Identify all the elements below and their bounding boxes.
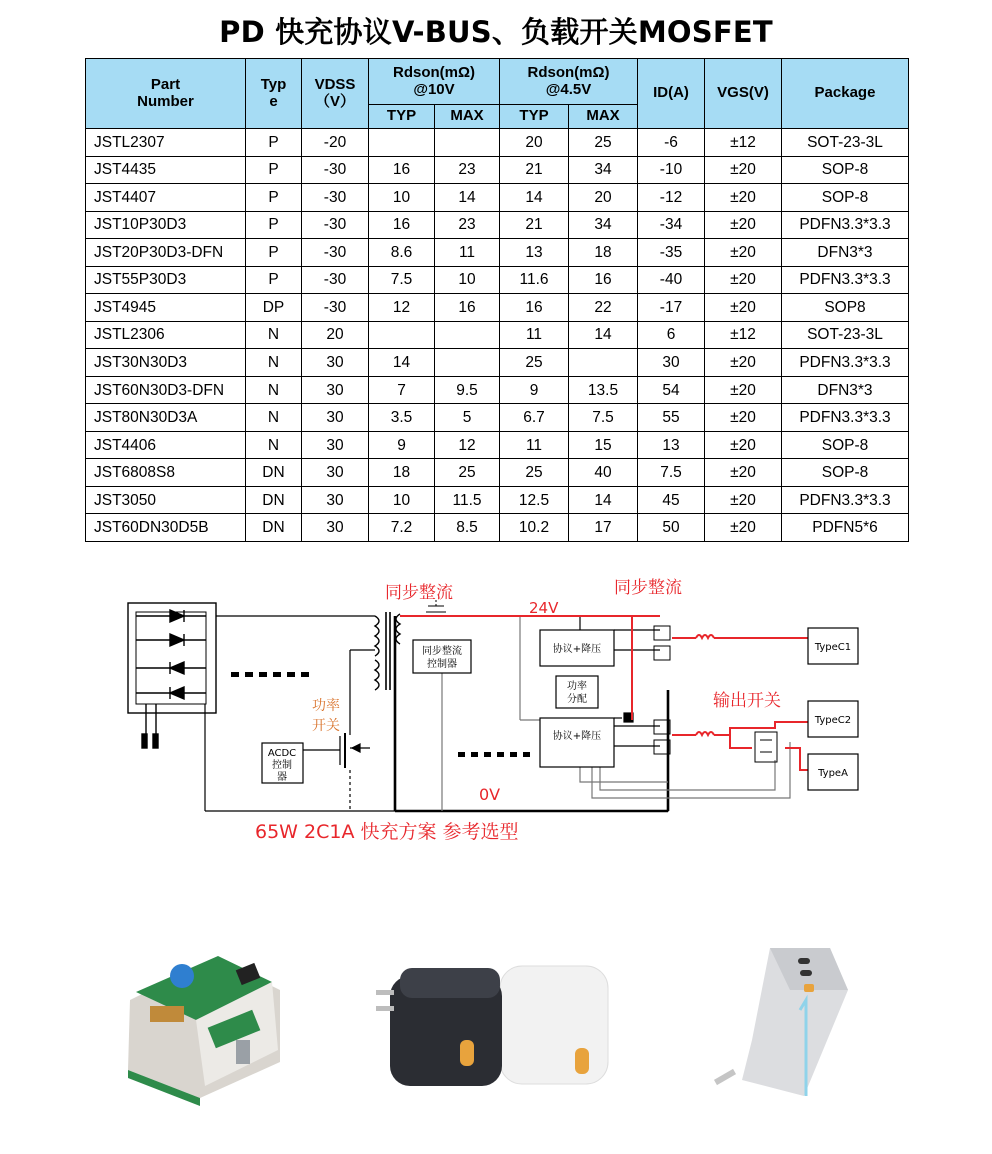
table-row — [86, 321, 909, 349]
cell-rdson-10v-typ: 18 — [369, 459, 435, 487]
cell-vdss: 30 — [302, 349, 369, 377]
cell-package: PDFN3.3*3.3 — [782, 266, 909, 294]
cell-id: 13 — [638, 431, 705, 459]
protocol-buck-label-2: 协议+降压 — [552, 731, 602, 742]
cell-package: PDFN3.3*3.3 — [782, 486, 909, 514]
cell-package: SOT-23-3L — [782, 321, 909, 349]
table-body — [86, 129, 909, 542]
cell-rdson-4v5-max: 14 — [569, 321, 638, 349]
vbus-24v-label: 24V — [529, 599, 559, 617]
cell-rdson-4v5-typ: 9 — [500, 376, 569, 404]
cell-vgs: ±20 — [705, 294, 782, 322]
header-typ-4v5: TYP — [500, 105, 569, 129]
cell-type: N — [246, 404, 302, 432]
cell-part-number: JST55P30D3 — [86, 266, 246, 294]
cell-vgs: ±12 — [705, 129, 782, 157]
cell-id: 54 — [638, 376, 705, 404]
cell-part-number: JST4406 — [86, 431, 246, 459]
cell-vdss: 30 — [302, 459, 369, 487]
header-part-number: Part Number — [86, 59, 246, 129]
cell-rdson-4v5-max: 15 — [569, 431, 638, 459]
protocol-buck-box-2 — [540, 718, 614, 767]
cell-rdson-4v5-max: 17 — [569, 514, 638, 542]
mosfet-spec-table — [85, 58, 909, 542]
power-switch-label-2: 开关 — [312, 718, 340, 734]
cell-vdss: 30 — [302, 431, 369, 459]
cell-package: PDFN3.3*3.3 — [782, 211, 909, 239]
cell-part-number: JSTL2307 — [86, 129, 246, 157]
cell-rdson-4v5-typ: 25 — [500, 349, 569, 377]
cell-part-number: JST60N30D3-DFN — [86, 376, 246, 404]
cell-rdson-4v5-typ: 16 — [500, 294, 569, 322]
cell-rdson-4v5-typ: 25 — [500, 459, 569, 487]
cell-package: PDFN3.3*3.3 — [782, 404, 909, 432]
cell-package: SOP-8 — [782, 431, 909, 459]
cell-rdson-10v-max — [435, 129, 500, 157]
cell-vgs: ±20 — [705, 239, 782, 267]
cell-vdss: -30 — [302, 184, 369, 212]
cell-vdss: -30 — [302, 239, 369, 267]
cell-rdson-10v-max: 14 — [435, 184, 500, 212]
diagram-caption: 65W 2C1A 快充方案 参考选型 — [255, 821, 519, 843]
cell-rdson-10v-max: 5 — [435, 404, 500, 432]
cell-rdson-10v-typ: 16 — [369, 156, 435, 184]
cell-vdss: -30 — [302, 266, 369, 294]
cell-vdss: -30 — [302, 211, 369, 239]
cell-id: 30 — [638, 349, 705, 377]
cell-type: DP — [246, 294, 302, 322]
cell-rdson-10v-typ: 16 — [369, 211, 435, 239]
cell-rdson-10v-max: 23 — [435, 156, 500, 184]
mini-charger-photo — [372, 948, 634, 1100]
cell-type: N — [246, 431, 302, 459]
gan-charger-photo — [705, 942, 855, 1096]
cell-id: 45 — [638, 486, 705, 514]
header-package: Package — [782, 59, 909, 129]
cell-part-number: JST4435 — [86, 156, 246, 184]
cell-part-number: JST60DN30D5B — [86, 514, 246, 542]
sync-rect-label-2: 同步整流 — [614, 578, 682, 598]
charger-pcb-photo — [118, 942, 290, 1106]
acdc-label-2: 控制 — [272, 760, 292, 771]
cell-vgs: ±20 — [705, 486, 782, 514]
cell-id: -34 — [638, 211, 705, 239]
cell-id: -17 — [638, 294, 705, 322]
cell-rdson-4v5-max: 20 — [569, 184, 638, 212]
cell-rdson-4v5-typ: 20 — [500, 129, 569, 157]
sync-ctrl-label-1: 同步整流 — [422, 646, 462, 657]
typec1-label: TypeC1 — [814, 642, 852, 653]
cell-package: PDFN5*6 — [782, 514, 909, 542]
cell-rdson-10v-typ: 10 — [369, 184, 435, 212]
cell-rdson-4v5-typ: 21 — [500, 211, 569, 239]
cell-vdss: 20 — [302, 321, 369, 349]
table-row — [86, 184, 909, 212]
cell-type: DN — [246, 459, 302, 487]
cell-rdson-4v5-max: 34 — [569, 156, 638, 184]
bridge-rectifier — [128, 603, 216, 748]
cell-rdson-4v5-typ: 10.2 — [500, 514, 569, 542]
cell-type: P — [246, 266, 302, 294]
power-switch-label-1: 功率 — [312, 698, 340, 714]
cell-vgs: ±20 — [705, 184, 782, 212]
sync-rect-label-1: 同步整流 — [385, 583, 453, 603]
cell-type: DN — [246, 514, 302, 542]
typec2-label: TypeC2 — [814, 715, 852, 726]
cell-vdss: -30 — [302, 294, 369, 322]
header-max-4v5: MAX — [569, 105, 638, 129]
cell-rdson-10v-max: 25 — [435, 459, 500, 487]
page-title: PD 快充协议V-BUS、负载开关MOSFET — [219, 15, 773, 49]
cell-id: -12 — [638, 184, 705, 212]
cell-id: -40 — [638, 266, 705, 294]
cell-rdson-10v-max: 11.5 — [435, 486, 500, 514]
cell-type: N — [246, 376, 302, 404]
cell-vdss: 30 — [302, 376, 369, 404]
header-typ-10v: TYP — [369, 105, 435, 129]
table-row — [86, 266, 909, 294]
cell-rdson-10v-typ: 8.6 — [369, 239, 435, 267]
table-row — [86, 431, 909, 459]
cell-rdson-10v-max: 16 — [435, 294, 500, 322]
cell-part-number: JST30N30D3 — [86, 349, 246, 377]
table-row — [86, 459, 909, 487]
cell-rdson-10v-typ: 3.5 — [369, 404, 435, 432]
cell-type: N — [246, 349, 302, 377]
cell-rdson-4v5-typ: 13 — [500, 239, 569, 267]
header-rdson-4v5: Rdson(mΩ) @4.5V — [500, 59, 638, 105]
cell-rdson-10v-max: 11 — [435, 239, 500, 267]
cell-vgs: ±20 — [705, 431, 782, 459]
header-vgs: VGS(V) — [705, 59, 782, 129]
cell-part-number: JST4945 — [86, 294, 246, 322]
cell-type: P — [246, 129, 302, 157]
power-split-label-2: 分配 — [567, 694, 587, 705]
cell-package: SOP-8 — [782, 459, 909, 487]
cell-vgs: ±20 — [705, 514, 782, 542]
cell-package: SOT-23-3L — [782, 129, 909, 157]
cell-rdson-4v5-typ: 6.7 — [500, 404, 569, 432]
cell-rdson-10v-typ — [369, 129, 435, 157]
protocol-buck-label-1: 协议+降压 — [552, 644, 602, 655]
cell-package: PDFN3.3*3.3 — [782, 349, 909, 377]
cell-id: -10 — [638, 156, 705, 184]
cell-rdson-10v-typ: 12 — [369, 294, 435, 322]
header-rdson-10v: Rdson(mΩ) @10V — [369, 59, 500, 105]
cell-rdson-10v-max: 12 — [435, 431, 500, 459]
cell-rdson-4v5-typ: 11 — [500, 431, 569, 459]
cell-part-number: JST3050 — [86, 486, 246, 514]
cell-vgs: ±12 — [705, 321, 782, 349]
typea-label: TypeA — [818, 768, 848, 779]
cell-type: DN — [246, 486, 302, 514]
cell-package: SOP-8 — [782, 156, 909, 184]
cell-package: SOP8 — [782, 294, 909, 322]
cell-rdson-4v5-typ: 21 — [500, 156, 569, 184]
cell-vgs: ±20 — [705, 266, 782, 294]
cell-rdson-4v5-max: 7.5 — [569, 404, 638, 432]
table-row — [86, 211, 909, 239]
cell-rdson-10v-max: 8.5 — [435, 514, 500, 542]
charger-circuit-diagram — [0, 560, 992, 860]
table-row — [86, 404, 909, 432]
cell-rdson-10v-max: 9.5 — [435, 376, 500, 404]
cell-rdson-4v5-max — [569, 349, 638, 377]
cell-rdson-4v5-max: 25 — [569, 129, 638, 157]
cell-rdson-10v-typ: 7 — [369, 376, 435, 404]
cell-vgs: ±20 — [705, 404, 782, 432]
cell-rdson-10v-max — [435, 349, 500, 377]
table-row — [86, 239, 909, 267]
cell-type: N — [246, 321, 302, 349]
cell-rdson-4v5-max: 14 — [569, 486, 638, 514]
ground-0v-label: 0V — [479, 785, 501, 804]
cell-part-number: JST20P30D3-DFN — [86, 239, 246, 267]
cell-vdss: -30 — [302, 156, 369, 184]
cell-part-number: JSTL2306 — [86, 321, 246, 349]
cell-package: DFN3*3 — [782, 239, 909, 267]
cell-vgs: ±20 — [705, 376, 782, 404]
cell-id: 6 — [638, 321, 705, 349]
cell-package: SOP-8 — [782, 184, 909, 212]
product-photos — [0, 930, 992, 1130]
cell-rdson-4v5-max: 13.5 — [569, 376, 638, 404]
cell-vgs: ±20 — [705, 211, 782, 239]
table-row — [86, 514, 909, 542]
table-row — [86, 349, 909, 377]
cell-rdson-10v-typ: 7.2 — [369, 514, 435, 542]
cell-id: 50 — [638, 514, 705, 542]
sync-ctrl-label-2: 控制器 — [427, 659, 457, 670]
table-row — [86, 294, 909, 322]
cell-type: P — [246, 211, 302, 239]
cell-id: 7.5 — [638, 459, 705, 487]
cell-part-number: JST6808S8 — [86, 459, 246, 487]
power-split-label-1: 功率 — [567, 681, 587, 692]
cell-vdss: -20 — [302, 129, 369, 157]
table-row — [86, 486, 909, 514]
cell-vdss: 30 — [302, 514, 369, 542]
cell-rdson-4v5-typ: 11.6 — [500, 266, 569, 294]
cell-vgs: ±20 — [705, 349, 782, 377]
cell-rdson-10v-typ: 14 — [369, 349, 435, 377]
cell-part-number: JST10P30D3 — [86, 211, 246, 239]
header-id: ID(A) — [638, 59, 705, 129]
cell-part-number: JST4407 — [86, 184, 246, 212]
output-switch-label: 输出开关 — [713, 691, 781, 711]
header-max-10v: MAX — [435, 105, 500, 129]
cell-rdson-10v-typ — [369, 321, 435, 349]
cell-rdson-10v-max: 10 — [435, 266, 500, 294]
cell-vgs: ±20 — [705, 459, 782, 487]
cell-part-number: JST80N30D3A — [86, 404, 246, 432]
header-vdss: VDSS （V） — [302, 59, 369, 129]
cell-rdson-10v-max: 23 — [435, 211, 500, 239]
cell-rdson-10v-max — [435, 321, 500, 349]
cell-type: P — [246, 239, 302, 267]
cell-vdss: 30 — [302, 486, 369, 514]
cell-id: -6 — [638, 129, 705, 157]
cell-rdson-4v5-max: 16 — [569, 266, 638, 294]
acdc-label-3: 器 — [277, 772, 287, 783]
cell-rdson-4v5-typ: 14 — [500, 184, 569, 212]
cell-rdson-4v5-typ: 12.5 — [500, 486, 569, 514]
table-row — [86, 376, 909, 404]
header-type: Typ e — [246, 59, 302, 129]
cell-vgs: ±20 — [705, 156, 782, 184]
acdc-label-1: ACDC — [267, 748, 297, 759]
cell-id: -35 — [638, 239, 705, 267]
cell-rdson-10v-typ: 9 — [369, 431, 435, 459]
cell-rdson-4v5-max: 34 — [569, 211, 638, 239]
table-row — [86, 129, 909, 157]
cell-rdson-10v-typ: 10 — [369, 486, 435, 514]
cell-id: 55 — [638, 404, 705, 432]
cell-vdss: 30 — [302, 404, 369, 432]
cell-rdson-4v5-typ: 11 — [500, 321, 569, 349]
cell-rdson-10v-typ: 7.5 — [369, 266, 435, 294]
cell-package: DFN3*3 — [782, 376, 909, 404]
cell-rdson-4v5-max: 18 — [569, 239, 638, 267]
table-row — [86, 156, 909, 184]
cell-type: P — [246, 156, 302, 184]
cell-type: P — [246, 184, 302, 212]
cell-rdson-4v5-max: 40 — [569, 459, 638, 487]
cell-rdson-4v5-max: 22 — [569, 294, 638, 322]
